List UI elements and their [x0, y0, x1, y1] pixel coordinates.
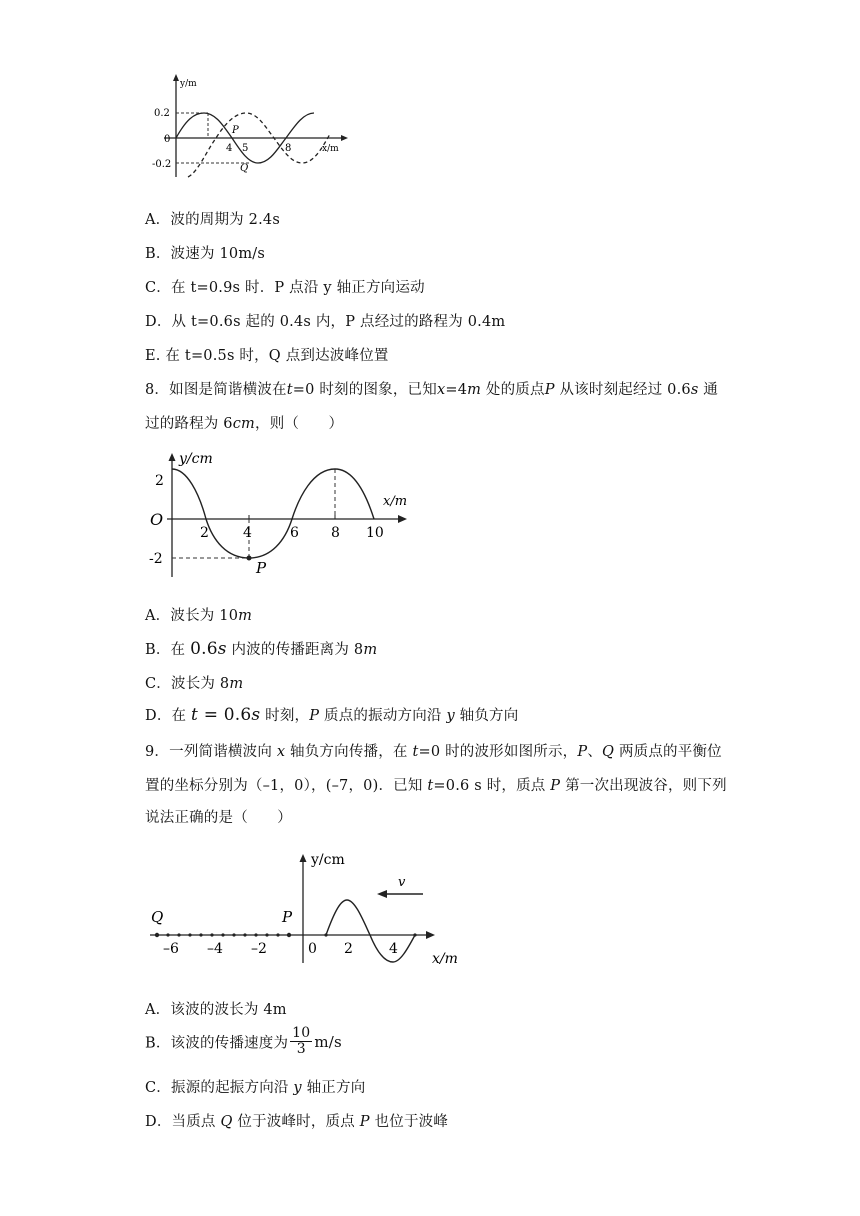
q7-option-e: E. 在 t=0.5s 时，Q 点到达波峰位置 [145, 348, 389, 364]
fig1-label-q: Q [240, 163, 249, 174]
unit-cm: cm [232, 416, 256, 432]
var-p: P [577, 744, 588, 760]
fig3-xlabel: x/m [432, 951, 458, 967]
q8-option-b [145, 638, 377, 659]
fig3-label-q: Q [151, 908, 164, 926]
value: = 0.6 [198, 705, 252, 725]
text: =0.6 s 时，质点 [433, 778, 546, 794]
text: 、 [587, 744, 603, 760]
var-p: P [545, 778, 566, 794]
text: ，则（ ） [255, 416, 344, 432]
text: 内波的传播距离为 8 [226, 642, 364, 658]
text: 置的坐标分别为（–1，0），(–7，0)．已知 [145, 778, 423, 794]
wave-graph-1 [150, 72, 360, 184]
text: 轴负方向传播，在 [290, 744, 408, 760]
text: 两质点的平衡位 [614, 744, 722, 760]
fig2-x10: 10 [366, 525, 384, 541]
q7-option-a: A．波的周期为 2.4s [145, 212, 280, 228]
q7-option-b: B．波速为 10m/s [145, 246, 265, 262]
text: D．在 [145, 708, 192, 724]
fig3-x4: 4 [389, 941, 398, 957]
text: A．波长为 10 [145, 608, 239, 624]
fig3-xn6: –6 [163, 941, 179, 957]
var-y: y [288, 1080, 307, 1096]
text: 从该时刻起经过 0.6 [554, 382, 691, 398]
var-t: t [422, 778, 434, 794]
q9-stem-line3: 说法正确的是（ ） [145, 810, 292, 826]
fig1-ytop: 0.2 [154, 108, 170, 119]
text: =4 [445, 382, 468, 398]
unit-s: s [251, 705, 261, 725]
q8-option-c [145, 672, 243, 693]
unit-m: m [363, 642, 378, 658]
q8-stem-line1 [145, 378, 718, 399]
var-x: x [272, 744, 291, 760]
fig2-x6: 6 [290, 525, 299, 541]
fig2-yneg2: -2 [149, 551, 163, 567]
fig2-xlabel: x/m [383, 494, 408, 509]
fig3-x2: 2 [344, 941, 353, 957]
fig3-ylabel: y/cm [311, 852, 345, 868]
text: 轴负方向 [459, 708, 519, 724]
q9-stem-line1 [145, 740, 722, 761]
text: 第一次出现波谷，则下列 [565, 778, 727, 794]
fig2-origin: O [150, 510, 164, 529]
fig2-ylabel: y/cm [179, 451, 213, 467]
text: 也位于波峰 [374, 1114, 449, 1130]
text: 位于波峰时，质点 [237, 1114, 355, 1130]
text: C．波长为 8 [145, 676, 230, 692]
fraction-denominator: 3 [296, 1041, 306, 1058]
fig2-y2: 2 [155, 473, 164, 489]
wave-graph-3 [145, 848, 465, 973]
q7-option-d: D．从 t=0.6s 起的 0.4s 内，P 点经过的路程为 0.4m [145, 314, 506, 330]
unit-m: m [467, 382, 482, 398]
unit-m: m [229, 676, 244, 692]
value: 0.6 [190, 639, 218, 659]
var-t: t [191, 705, 199, 725]
text: 处的质点 [481, 382, 545, 398]
var-p: P [544, 382, 555, 398]
q8-stem-line2 [145, 412, 343, 433]
unit-m: m [238, 608, 253, 624]
fig1-origin: 0 [164, 134, 171, 145]
q9-stem-line2 [145, 774, 727, 795]
unit-mps: m/s [314, 1032, 342, 1051]
text: C．振源的起振方向沿 [145, 1080, 289, 1096]
q8-option-a [145, 604, 252, 625]
fig1-ybottom: -0.2 [152, 159, 172, 170]
fig2-label-p: P [256, 559, 267, 577]
var-p: P [354, 1114, 375, 1130]
q7-option-c: C．在 t=0.9s 时．P 点沿 y 轴正方向运动 [145, 280, 425, 296]
wave-graph-2 [145, 445, 415, 580]
text: 通 [698, 382, 719, 398]
fig1-x8: 8 [285, 143, 292, 154]
var-t: t [407, 744, 419, 760]
fig1-xlabel: x/m [322, 144, 339, 154]
fig1-ylabel: y/m [180, 79, 197, 89]
q9-option-c [145, 1076, 365, 1097]
fraction-numerator: 10 [292, 1025, 311, 1041]
var-y: y [441, 708, 460, 724]
text: B．在 [145, 642, 191, 658]
text: D．当质点 [145, 1114, 216, 1130]
text: 9．一列简谐横波向 [145, 744, 273, 760]
unit-s: s [217, 639, 227, 659]
text: 8．如图是简谐横波在 [145, 382, 287, 398]
q9-option-a: A．该波的波长为 4m [145, 1002, 287, 1018]
text: B．该波的传播速度为 [145, 1035, 289, 1052]
text: =0 时刻的图象，已知 [292, 382, 437, 398]
fig1-label-p: P [232, 125, 239, 136]
q9-option-b [145, 1026, 342, 1058]
q8-option-d [145, 704, 518, 725]
fig3-label-p: P [282, 908, 293, 926]
var-t: t [286, 382, 293, 398]
q9-option-d [145, 1110, 448, 1131]
fig1-x5: 5 [242, 143, 249, 154]
var-q: Q [215, 1114, 238, 1130]
text: =0 时的波形如图所示， [418, 744, 578, 760]
fig2-x4: 4 [243, 525, 252, 541]
unit-s: s [690, 382, 699, 398]
fig2-x2: 2 [200, 525, 209, 541]
fig3-xn4: –4 [207, 941, 223, 957]
var-p: P [309, 708, 320, 724]
fig1-x4: 4 [226, 143, 233, 154]
var-q: Q [602, 744, 615, 760]
fig2-x8: 8 [331, 525, 340, 541]
fig3-xn2: –2 [251, 941, 267, 957]
var-x: x [436, 382, 446, 398]
text: 质点的振动方向沿 [319, 708, 442, 724]
fig3-x0: 0 [308, 941, 317, 957]
fig3-velocity: v [398, 875, 406, 890]
text: 轴正方向 [306, 1080, 366, 1096]
text: 过的路程为 6 [145, 416, 233, 432]
text: 时刻， [260, 708, 310, 724]
fraction [290, 1026, 312, 1058]
